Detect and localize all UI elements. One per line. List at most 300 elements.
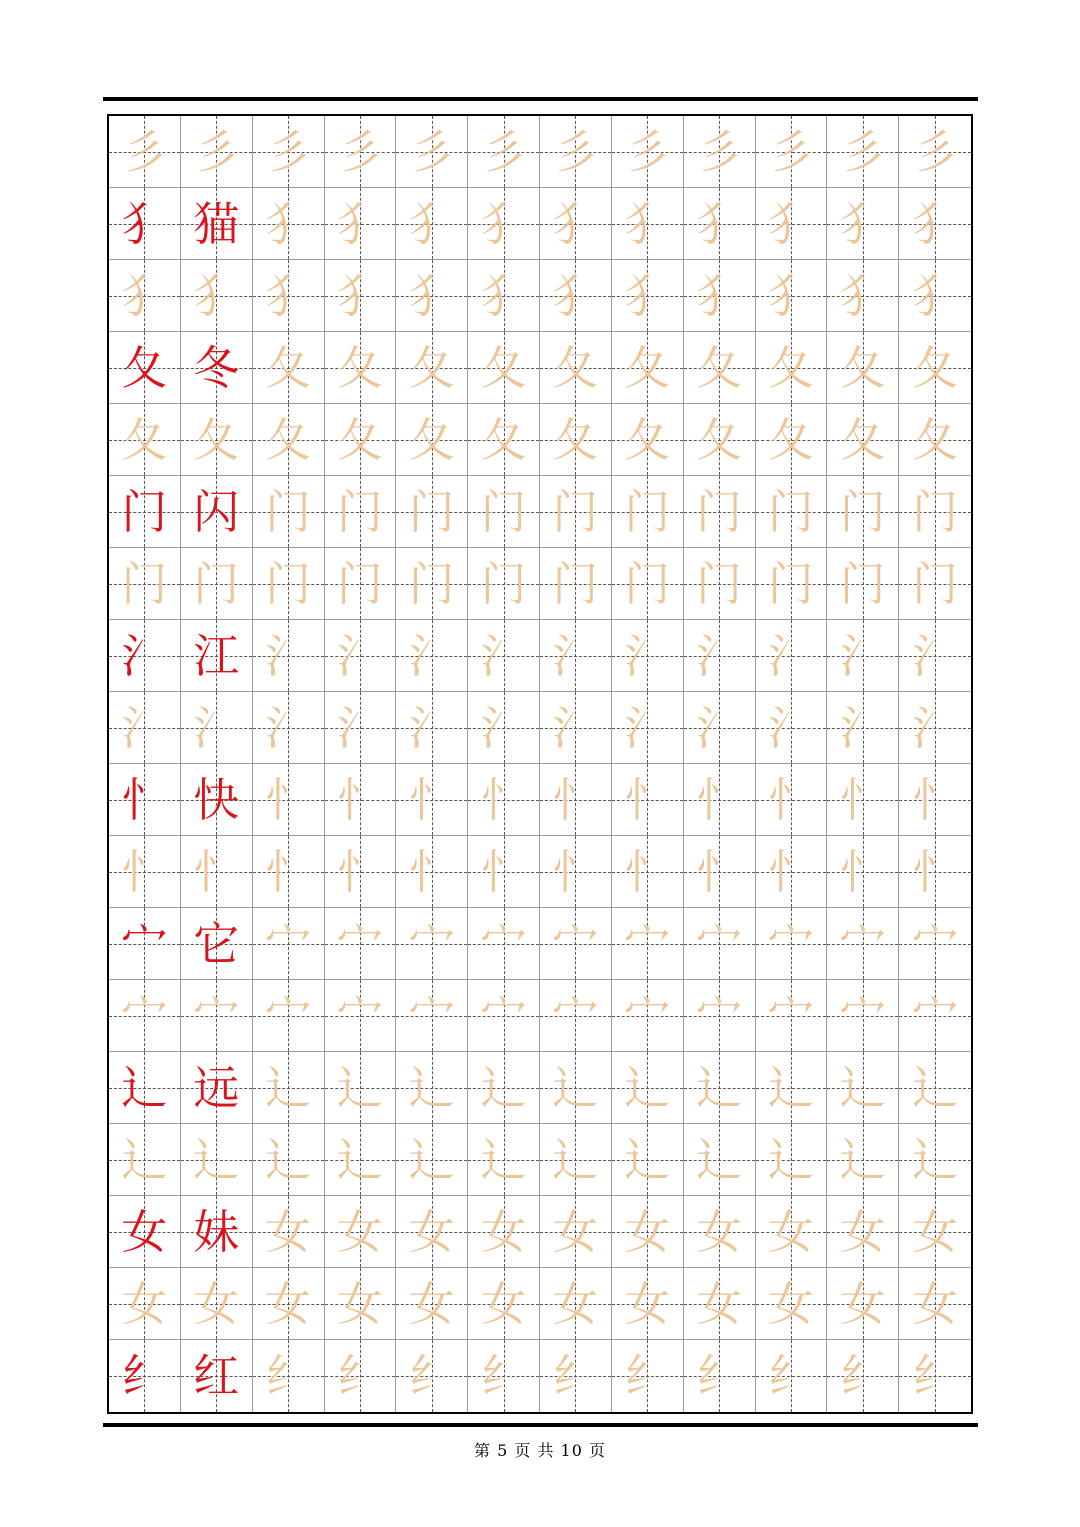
grid-cell xyxy=(253,1268,325,1340)
trace-radical: 忄 xyxy=(121,844,168,899)
grid-cell xyxy=(181,980,253,1052)
grid-cell xyxy=(396,260,468,332)
grid-cell xyxy=(325,980,397,1052)
grid-cell xyxy=(325,332,397,404)
example-character: 快 xyxy=(193,772,240,827)
trace-radical: 女 xyxy=(552,1276,599,1331)
grid-cell xyxy=(181,692,253,764)
trace-radical: 纟 xyxy=(265,1349,312,1403)
trace-radical: 氵 xyxy=(121,700,168,755)
grid-cell xyxy=(396,188,468,260)
grid-cell xyxy=(468,692,540,764)
grid-cell xyxy=(684,1340,756,1412)
grid-cell xyxy=(468,836,540,908)
grid-cell xyxy=(612,476,684,548)
trace-radical: 夂 xyxy=(767,340,814,395)
grid-cell xyxy=(612,116,684,188)
grid-cell xyxy=(540,1340,612,1412)
grid-cell xyxy=(396,1268,468,1340)
grid-cell xyxy=(109,980,181,1052)
grid-cell xyxy=(827,476,899,548)
grid-cell xyxy=(396,116,468,188)
grid-cell xyxy=(684,1052,756,1124)
grid-cell xyxy=(899,908,971,980)
trace-radical: 辶 xyxy=(839,1060,886,1115)
example-character: 红 xyxy=(193,1349,240,1403)
grid-cell xyxy=(325,116,397,188)
grid-cell xyxy=(253,1052,325,1124)
trace-radical: 门 xyxy=(839,484,886,539)
grid-cell xyxy=(396,548,468,620)
trace-radical: 辶 xyxy=(336,1132,383,1187)
grid-cell xyxy=(899,1196,971,1268)
trace-radical: 辶 xyxy=(480,1060,527,1115)
grid-cell xyxy=(612,1196,684,1268)
grid-cell xyxy=(325,548,397,620)
grid-cell xyxy=(181,908,253,980)
grid-cell xyxy=(468,116,540,188)
grid-cell xyxy=(684,908,756,980)
grid-cell xyxy=(899,836,971,908)
trace-radical: 忄 xyxy=(696,772,743,827)
trace-radical: 女 xyxy=(767,1276,814,1331)
trace-radical: 氵 xyxy=(552,628,599,683)
trace-radical: 犭 xyxy=(265,268,312,323)
trace-radical: 辶 xyxy=(121,1132,168,1187)
trace-radical: 犭 xyxy=(480,268,527,323)
trace-radical: 犭 xyxy=(624,196,671,251)
grid-cell xyxy=(756,1196,828,1268)
trace-radical: 氵 xyxy=(193,700,240,755)
grid-cell xyxy=(899,332,971,404)
example-character: 它 xyxy=(193,916,240,971)
grid-cell xyxy=(325,1196,397,1268)
grid-cell xyxy=(109,620,181,692)
grid-cell xyxy=(253,548,325,620)
grid-cell xyxy=(181,1340,253,1412)
grid-cell xyxy=(684,260,756,332)
trace-radical: 宀 xyxy=(265,988,312,1043)
grid-cell xyxy=(109,1268,181,1340)
grid-cell xyxy=(468,1196,540,1268)
grid-cell xyxy=(253,1340,325,1412)
grid-cell xyxy=(684,332,756,404)
grid-cell xyxy=(325,620,397,692)
trace-radical: 门 xyxy=(336,484,383,539)
grid-cell xyxy=(756,548,828,620)
grid-cell xyxy=(899,692,971,764)
grid-cell xyxy=(253,836,325,908)
grid-cell xyxy=(684,1268,756,1340)
grid-cell xyxy=(253,188,325,260)
trace-radical: 女 xyxy=(912,1204,959,1259)
grid-cell xyxy=(756,980,828,1052)
trace-radical: 犭 xyxy=(912,268,959,323)
grid-cell xyxy=(468,404,540,476)
grid-cell xyxy=(612,1124,684,1196)
trace-radical: 女 xyxy=(121,1276,168,1331)
trace-radical: 门 xyxy=(408,556,455,611)
grid-cell xyxy=(756,1268,828,1340)
trace-radical: 辶 xyxy=(480,1132,527,1187)
trace-radical: 宀 xyxy=(193,988,240,1043)
model-radical: 夂 xyxy=(121,340,168,395)
grid-cell xyxy=(899,1124,971,1196)
grid-cell xyxy=(827,1052,899,1124)
trace-radical: 犭 xyxy=(696,268,743,323)
trace-radical: 辶 xyxy=(912,1060,959,1115)
trace-radical: 门 xyxy=(839,556,886,611)
grid-cell xyxy=(899,188,971,260)
trace-radical: 忄 xyxy=(480,772,527,827)
trace-radical: 忄 xyxy=(480,844,527,899)
grid-cell xyxy=(396,1052,468,1124)
trace-radical: 门 xyxy=(767,484,814,539)
trace-radical: 辶 xyxy=(265,1132,312,1187)
trace-radical: 彡 xyxy=(121,124,168,179)
trace-radical: 辶 xyxy=(624,1060,671,1115)
trace-radical: 彡 xyxy=(912,124,959,179)
grid-cell xyxy=(756,188,828,260)
grid-cell xyxy=(253,332,325,404)
grid-cell xyxy=(181,116,253,188)
trace-radical: 氵 xyxy=(767,700,814,755)
trace-radical: 门 xyxy=(336,556,383,611)
grid-cell xyxy=(109,1196,181,1268)
trace-radical: 夂 xyxy=(480,412,527,467)
trace-radical: 氵 xyxy=(839,700,886,755)
grid-cell xyxy=(109,260,181,332)
trace-radical: 犭 xyxy=(552,196,599,251)
model-radical: 氵 xyxy=(121,628,168,683)
trace-radical: 犭 xyxy=(839,268,886,323)
trace-radical: 夂 xyxy=(912,340,959,395)
grid-cell xyxy=(612,404,684,476)
grid-cell xyxy=(684,980,756,1052)
grid-cell xyxy=(468,260,540,332)
grid-cell xyxy=(253,980,325,1052)
grid-cell xyxy=(540,908,612,980)
grid-cell xyxy=(899,620,971,692)
grid-cell xyxy=(109,908,181,980)
trace-radical: 宀 xyxy=(336,988,383,1043)
trace-radical: 氵 xyxy=(480,700,527,755)
grid-cell xyxy=(253,260,325,332)
trace-radical: 夂 xyxy=(624,340,671,395)
trace-radical: 彡 xyxy=(624,124,671,179)
trace-radical: 夂 xyxy=(408,340,455,395)
trace-radical: 犭 xyxy=(912,196,959,251)
trace-radical: 女 xyxy=(912,1276,959,1331)
example-character: 猫 xyxy=(193,196,240,251)
trace-radical: 门 xyxy=(552,484,599,539)
trace-radical: 门 xyxy=(696,484,743,539)
grid-cell xyxy=(181,260,253,332)
grid-cell xyxy=(468,1340,540,1412)
trace-radical: 氵 xyxy=(624,628,671,683)
trace-radical: 门 xyxy=(121,556,168,611)
trace-radical: 忄 xyxy=(265,844,312,899)
grid-cell xyxy=(827,116,899,188)
grid-cell xyxy=(756,692,828,764)
trace-radical: 忄 xyxy=(408,844,455,899)
grid-cell xyxy=(827,1268,899,1340)
grid-cell xyxy=(468,764,540,836)
trace-radical: 夂 xyxy=(624,412,671,467)
grid-cell xyxy=(181,188,253,260)
grid-cell xyxy=(612,908,684,980)
trace-radical: 门 xyxy=(408,484,455,539)
trace-radical: 夂 xyxy=(696,340,743,395)
grid-cell xyxy=(827,764,899,836)
trace-radical: 纟 xyxy=(552,1349,599,1403)
trace-radical: 彡 xyxy=(696,124,743,179)
grid-cell xyxy=(612,692,684,764)
trace-radical: 女 xyxy=(839,1276,886,1331)
trace-radical: 氵 xyxy=(696,628,743,683)
grid-cell xyxy=(612,332,684,404)
grid-cell xyxy=(827,980,899,1052)
trace-radical: 犭 xyxy=(408,196,455,251)
trace-radical: 女 xyxy=(624,1276,671,1331)
trace-radical: 宀 xyxy=(767,988,814,1043)
grid-cell xyxy=(684,764,756,836)
trace-radical: 忄 xyxy=(624,844,671,899)
trace-radical: 氵 xyxy=(265,628,312,683)
grid-cell xyxy=(540,1196,612,1268)
trace-radical: 忄 xyxy=(265,772,312,827)
grid-cell xyxy=(325,908,397,980)
trace-radical: 辶 xyxy=(408,1132,455,1187)
trace-radical: 宀 xyxy=(121,988,168,1043)
grid-cell xyxy=(540,980,612,1052)
grid-cell xyxy=(899,476,971,548)
trace-radical: 辶 xyxy=(552,1132,599,1187)
grid-cell xyxy=(253,908,325,980)
trace-radical: 女 xyxy=(552,1204,599,1259)
grid-cell xyxy=(109,1124,181,1196)
trace-radical: 氵 xyxy=(408,700,455,755)
grid-cell xyxy=(827,836,899,908)
grid-cell xyxy=(612,980,684,1052)
trace-radical: 犭 xyxy=(265,196,312,251)
grid-cell xyxy=(325,1268,397,1340)
trace-radical: 辶 xyxy=(193,1132,240,1187)
trace-radical: 纟 xyxy=(696,1349,743,1403)
trace-radical: 犭 xyxy=(336,196,383,251)
trace-radical: 女 xyxy=(480,1204,527,1259)
trace-radical: 辶 xyxy=(767,1132,814,1187)
trace-radical: 氵 xyxy=(767,628,814,683)
trace-radical: 门 xyxy=(624,556,671,611)
trace-radical: 犭 xyxy=(480,196,527,251)
grid-cell xyxy=(253,620,325,692)
trace-radical: 夂 xyxy=(193,412,240,467)
grid-cell xyxy=(181,1268,253,1340)
trace-radical: 忄 xyxy=(912,772,959,827)
trace-radical: 忄 xyxy=(624,772,671,827)
model-radical: 忄 xyxy=(121,772,168,827)
trace-radical: 门 xyxy=(480,556,527,611)
grid-cell xyxy=(253,692,325,764)
grid-cell xyxy=(396,1196,468,1268)
grid-cell xyxy=(109,188,181,260)
grid-cell xyxy=(109,692,181,764)
grid-cell xyxy=(756,1052,828,1124)
trace-radical: 宀 xyxy=(839,916,886,971)
grid-cell xyxy=(827,620,899,692)
trace-radical: 彡 xyxy=(336,124,383,179)
grid-cell xyxy=(109,116,181,188)
grid-cell xyxy=(540,692,612,764)
grid-cell xyxy=(181,836,253,908)
grid-cell xyxy=(468,908,540,980)
grid-cell xyxy=(109,404,181,476)
grid-cell xyxy=(396,980,468,1052)
grid-cell xyxy=(540,476,612,548)
trace-radical: 纟 xyxy=(624,1349,671,1403)
trace-radical: 门 xyxy=(193,556,240,611)
grid-cell xyxy=(540,764,612,836)
trace-radical: 宀 xyxy=(767,916,814,971)
grid-cell xyxy=(756,404,828,476)
grid-cell xyxy=(468,188,540,260)
trace-radical: 女 xyxy=(408,1276,455,1331)
trace-radical: 忄 xyxy=(336,844,383,899)
grid-cell xyxy=(612,260,684,332)
trace-radical: 门 xyxy=(624,484,671,539)
grid-cell xyxy=(612,188,684,260)
grid-cell xyxy=(468,1124,540,1196)
grid-cell xyxy=(899,1340,971,1412)
grid-cell xyxy=(325,692,397,764)
trace-radical: 氵 xyxy=(839,628,886,683)
trace-radical: 彡 xyxy=(839,124,886,179)
grid-cell xyxy=(612,836,684,908)
trace-radical: 氵 xyxy=(265,700,312,755)
grid-cell xyxy=(827,1340,899,1412)
grid-cell xyxy=(181,548,253,620)
trace-radical: 辶 xyxy=(767,1060,814,1115)
grid-cell xyxy=(756,332,828,404)
grid-cell xyxy=(109,548,181,620)
example-character: 远 xyxy=(193,1060,240,1115)
grid-cell xyxy=(827,1124,899,1196)
grid-cell xyxy=(253,116,325,188)
trace-radical: 氵 xyxy=(624,700,671,755)
trace-radical: 辶 xyxy=(265,1060,312,1115)
trace-radical: 辶 xyxy=(696,1132,743,1187)
example-character: 江 xyxy=(193,628,240,683)
trace-radical: 女 xyxy=(696,1204,743,1259)
trace-radical: 夂 xyxy=(480,340,527,395)
trace-radical: 宀 xyxy=(624,988,671,1043)
trace-radical: 纟 xyxy=(912,1349,959,1403)
trace-radical: 女 xyxy=(696,1276,743,1331)
grid-cell xyxy=(612,1268,684,1340)
grid-cell xyxy=(181,404,253,476)
grid-cell xyxy=(109,836,181,908)
trace-radical: 夂 xyxy=(552,340,599,395)
trace-radical: 夂 xyxy=(265,340,312,395)
grid-cell xyxy=(396,836,468,908)
trace-radical: 夂 xyxy=(408,412,455,467)
trace-radical: 宀 xyxy=(480,988,527,1043)
grid-cell xyxy=(468,1268,540,1340)
grid-cell xyxy=(396,620,468,692)
trace-radical: 宀 xyxy=(912,916,959,971)
trace-radical: 氵 xyxy=(696,700,743,755)
grid-cell xyxy=(899,116,971,188)
grid-cell xyxy=(684,476,756,548)
grid-cell xyxy=(827,908,899,980)
trace-radical: 辶 xyxy=(912,1132,959,1187)
trace-radical: 犭 xyxy=(767,196,814,251)
trace-radical: 辶 xyxy=(696,1060,743,1115)
trace-radical: 宀 xyxy=(696,988,743,1043)
grid-cell xyxy=(181,1052,253,1124)
grid-cell xyxy=(181,620,253,692)
trace-radical: 夂 xyxy=(121,412,168,467)
grid-cell xyxy=(612,620,684,692)
grid-cell xyxy=(540,1268,612,1340)
grid-cell xyxy=(612,548,684,620)
grid-cell xyxy=(540,1124,612,1196)
grid-cell xyxy=(756,620,828,692)
trace-radical: 彡 xyxy=(767,124,814,179)
grid-cell xyxy=(540,620,612,692)
trace-radical: 彡 xyxy=(552,124,599,179)
grid-cell xyxy=(540,1052,612,1124)
grid-cell xyxy=(756,476,828,548)
trace-radical: 彡 xyxy=(265,124,312,179)
example-character: 冬 xyxy=(193,340,240,395)
grid-cell xyxy=(109,1340,181,1412)
grid-cell xyxy=(756,116,828,188)
grid-cell xyxy=(827,260,899,332)
grid-cell xyxy=(325,1052,397,1124)
trace-radical: 忄 xyxy=(696,844,743,899)
grid-cell xyxy=(756,1124,828,1196)
grid-cell xyxy=(756,908,828,980)
trace-radical: 女 xyxy=(336,1204,383,1259)
model-radical: 女 xyxy=(121,1204,168,1259)
trace-radical: 犭 xyxy=(696,196,743,251)
trace-radical: 纟 xyxy=(839,1349,886,1403)
trace-radical: 犭 xyxy=(839,196,886,251)
trace-radical: 彡 xyxy=(480,124,527,179)
page-footer: 第 5 页 共 10 页 xyxy=(474,1441,606,1460)
trace-radical: 忄 xyxy=(767,772,814,827)
grid-cell xyxy=(181,1196,253,1268)
trace-radical: 忄 xyxy=(839,772,886,827)
grid-cell xyxy=(325,836,397,908)
grid-cell xyxy=(396,1124,468,1196)
trace-radical: 彡 xyxy=(408,124,455,179)
grid-cell xyxy=(827,548,899,620)
grid-cell xyxy=(325,188,397,260)
grid-cell xyxy=(468,548,540,620)
grid-cell xyxy=(540,188,612,260)
trace-radical: 氵 xyxy=(408,628,455,683)
grid-cell xyxy=(396,692,468,764)
grid-cell xyxy=(253,1196,325,1268)
grid-cell xyxy=(325,404,397,476)
model-radical: 门 xyxy=(121,484,168,539)
trace-radical: 宀 xyxy=(408,988,455,1043)
trace-radical: 犭 xyxy=(408,268,455,323)
trace-radical: 忄 xyxy=(552,772,599,827)
